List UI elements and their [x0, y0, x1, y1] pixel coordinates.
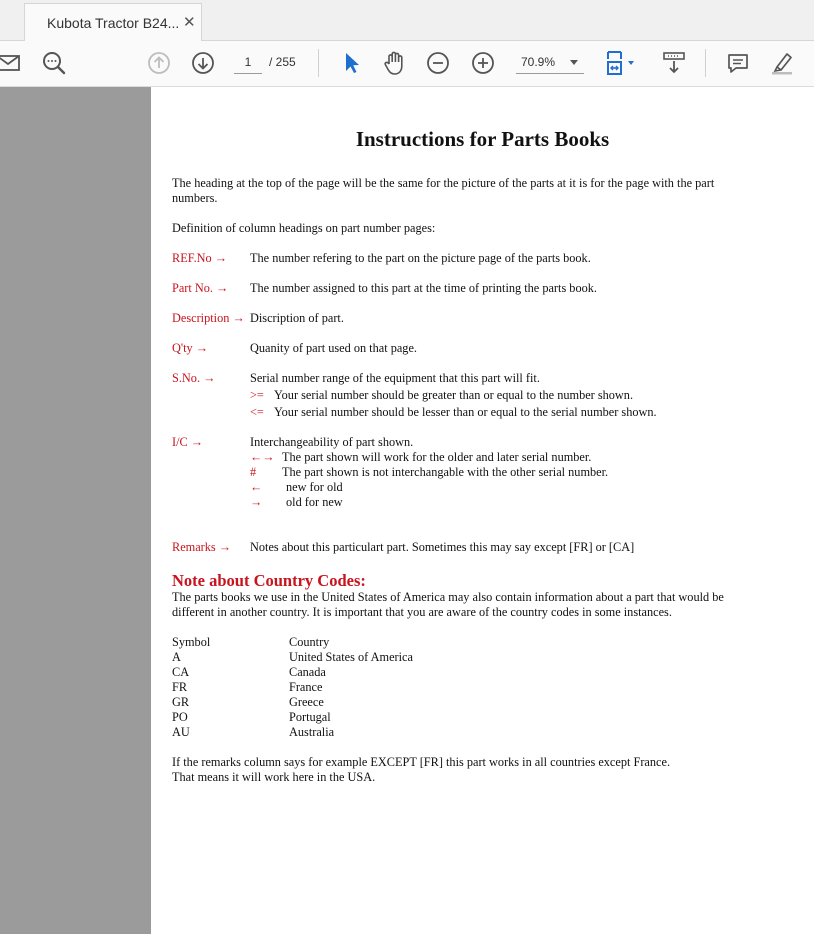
table-cell-symbol: AU [172, 725, 190, 739]
table-header-country: Country [289, 635, 330, 649]
previous-page-icon[interactable] [145, 49, 173, 77]
pdf-page [151, 87, 814, 934]
select-cursor-icon[interactable] [337, 49, 365, 77]
close-icon[interactable]: ✕ [183, 14, 196, 31]
tab-title: Kubota Tractor B24... [47, 15, 180, 31]
document-tab[interactable] [24, 3, 202, 41]
table-cell-symbol: A [172, 650, 181, 664]
table-cell-country: France [289, 680, 323, 694]
qty-text: Quanity of part used on that page. [250, 341, 417, 355]
scroll-mode-icon[interactable] [660, 49, 688, 77]
table-cell-symbol: GR [172, 695, 190, 709]
next-page-icon[interactable] [189, 49, 217, 77]
table-cell-country: Portugal [289, 710, 331, 724]
search-icon[interactable] [40, 49, 68, 77]
ref-no-text: The number refering to the part on the picture page of the parts book. [250, 251, 591, 265]
table-header-symbol: Symbol [172, 635, 211, 649]
description-label: Description → [172, 311, 245, 325]
table-cell-symbol: PO [172, 710, 188, 724]
toolbar-divider [705, 49, 706, 77]
right-arrow-text: old for new [286, 495, 343, 509]
footer-line-1: If the remarks column says for example EXCEPT [FR] this part works in all countries except France. [172, 755, 671, 769]
highlight-pen-icon[interactable] [768, 49, 796, 77]
zoom-value: 70.9% [521, 55, 556, 69]
right-arrow-symbol: → [250, 495, 263, 509]
table-cell-country: Greece [289, 695, 324, 709]
serial-no-label: S.No. → [172, 371, 216, 385]
table-cell-country: Canada [289, 665, 326, 679]
both-arrows-symbol: ←→ [250, 450, 275, 464]
greater-equal-text: Your serial number should be greater than or equal to the number shown. [274, 388, 634, 402]
zoom-dropdown[interactable] [516, 51, 584, 74]
table-cell-symbol: FR [172, 680, 188, 694]
footer-line-2: That means it will work here in the USA. [172, 770, 376, 784]
hash-text: The part shown is not interchangable with the other serial number. [282, 465, 609, 479]
chevron-down-icon [570, 60, 578, 65]
description-text: Discription of part. [250, 311, 344, 325]
ref-no-label: REF.No → [172, 251, 228, 265]
tab-bar [0, 0, 814, 41]
page-number-input[interactable]: 1 [234, 51, 262, 74]
table-cell-symbol: CA [172, 665, 190, 679]
remarks-text: Notes about this particulart part. Sometimes this may say except [FR] or [CA] [250, 540, 635, 554]
lesser-equal-symbol: <= [250, 405, 264, 419]
email-icon[interactable] [0, 49, 22, 77]
table-cell-country: United States of America [289, 650, 413, 664]
left-arrow-symbol: ← [250, 480, 263, 494]
ic-text: Interchangeability of part shown. [250, 435, 414, 449]
part-no-text: The number assigned to this part at the time of printing the parts book. [250, 281, 597, 295]
left-arrow-text: new for old [286, 480, 343, 494]
hand-tool-icon[interactable] [381, 49, 409, 77]
qty-label: Q'ty → [172, 341, 209, 355]
remarks-label: Remarks → [172, 540, 232, 554]
both-arrows-text: The part shown will work for the older and later serial number. [282, 450, 592, 464]
country-codes-heading: Note about Country Codes: [172, 571, 366, 590]
definition-heading: Definition of column headings on part number pages: [172, 221, 436, 235]
intro-paragraph: The heading at the top of the page will be the same for the picture of the parts at it is for the page with the part numbers. [172, 176, 715, 205]
table-cell-country: Australia [289, 725, 335, 739]
toolbar-divider [318, 49, 319, 77]
serial-no-text: Serial number range of the equipment that this part will fit. [250, 371, 540, 385]
hash-symbol: # [250, 465, 257, 479]
zoom-out-icon[interactable] [424, 49, 452, 77]
ic-label: I/C → [172, 435, 204, 449]
country-intro-paragraph: The parts books we use in the United States of America may also contain information about a part that would be different in another country. It is important that you are aware of the country codes in some instances. [172, 590, 724, 619]
page-total: / 255 [269, 55, 296, 69]
comment-icon[interactable] [724, 49, 752, 77]
page-title: Instructions for Parts Books [355, 127, 610, 151]
toolbar [0, 41, 814, 87]
part-no-label: Part No. → [172, 281, 229, 295]
lesser-equal-text: Your serial number should be lesser than or equal to the serial number shown. [274, 405, 657, 419]
zoom-in-icon[interactable] [469, 49, 497, 77]
greater-equal-symbol: >= [250, 388, 264, 402]
viewer-background [0, 87, 151, 934]
fit-page-icon[interactable] [604, 49, 638, 77]
